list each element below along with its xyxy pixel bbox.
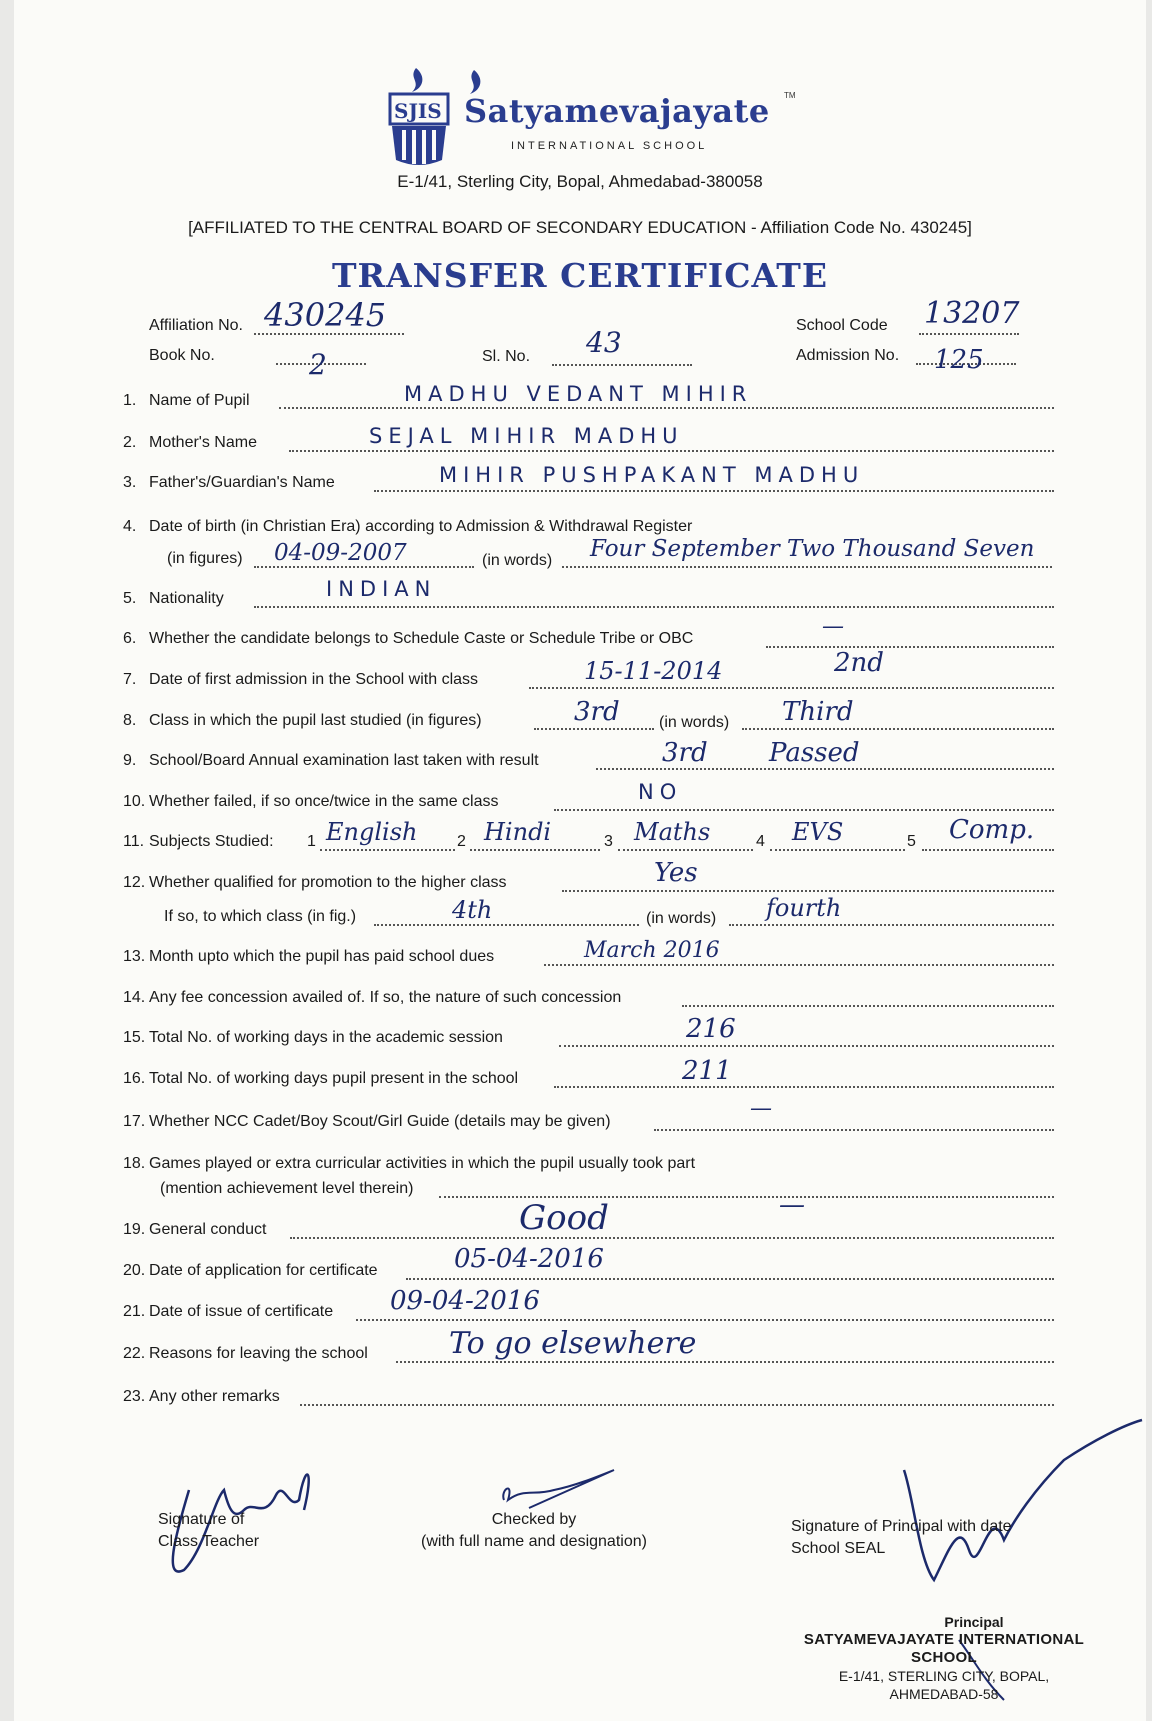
item-number: 21. [123,1303,146,1320]
book-label: Book No. [149,347,215,364]
subject-1: English [326,818,418,846]
father-name-label: Father's/Guardian's Name [149,474,335,491]
subject-2: Hindi [484,818,552,846]
item-number: 14. [123,989,146,1006]
leaving-reason-value: To go elsewhere [449,1326,697,1361]
item-number: 17. [123,1113,146,1130]
last-class-words: Third [782,697,854,727]
failed-value: NO [638,780,683,804]
last-exam-class: 3rd [662,738,708,768]
affiliation-line: [AFFILIATED TO THE CENTRAL BOARD OF SECONDARY EDUCATION - Affiliation Code No. 430245] [188,218,972,237]
issue-date-value: 09-04-2016 [390,1286,540,1316]
first-admission-class: 2nd [834,648,884,678]
promotion-class-label: If so, to which class (in fig.) [164,908,357,925]
torch-flame-right [470,70,480,94]
item-number: 16. [123,1070,146,1087]
subject-number: 4 [756,833,765,850]
affiliation-label: Affiliation No. [149,317,243,334]
nationality-label: Nationality [149,590,224,607]
conduct-value: Good [519,1198,609,1238]
nationality-value: INDIAN [326,577,437,601]
subject-number: 3 [604,833,613,850]
caste-value: — [822,614,844,639]
admission-label: Admission No. [796,347,900,364]
checked-by-label: Checked by (with full name and designation) [421,1511,647,1550]
checked-by-signature [503,1470,614,1508]
item-number: 15. [123,1029,146,1046]
school-code-label: School Code [796,317,888,334]
last-exam-result: Passed [769,738,860,768]
item-number: 23. [123,1388,146,1405]
item-number: 12. [123,874,146,891]
dob-figures-value: 04-09-2007 [274,540,407,566]
school-subtitle: INTERNATIONAL SCHOOL [511,140,708,152]
ncc-value: — [750,1096,772,1121]
dob-label: Date of birth (in Christian Era) according to Admission & Withdrawal Register [149,518,693,535]
sl-label: Sl. No. [482,348,531,365]
item-number: 7. [123,671,137,688]
book-value: 2 [309,348,327,381]
item-number: 9. [123,752,137,769]
admission-value: 125 [934,345,984,375]
mother-name-value: SEJAL MIHIR MADHU [369,424,684,448]
principal-stamp [769,1613,1119,1703]
subject-3: Maths [634,818,711,846]
item-number: 13. [123,948,146,965]
item-number: 2. [123,434,137,451]
school-name: Satyamevajayate [464,92,770,130]
dob-words-value: Four September Two Thousand Seven [590,536,1035,562]
item-number: 1. [123,392,137,409]
stamp-role: Principal [944,1614,1004,1630]
application-date-value: 05-04-2016 [454,1244,604,1274]
principal-signature-label: Signature of Principal with date School SEAL [791,1518,1012,1557]
subject-number: 5 [907,833,916,850]
subject-5: Comp. [949,815,1035,845]
last-class-label: Class in which the pupil last studied (in figures) [149,712,482,729]
days-present-label: Total No. of working days pupil present in the school [149,1070,519,1087]
promotion-label: Whether qualified for promotion to the higher class [149,874,507,891]
last-exam-label: School/Board Annual examination last taken with result [149,752,539,769]
application-date-label: Date of application for certificate [149,1262,378,1279]
remarks-label: Any other remarks [149,1388,280,1405]
ncc-label: Whether NCC Cadet/Boy Scout/Girl Guide (details may be given) [149,1113,611,1130]
conduct-label: General conduct [149,1221,267,1238]
leaving-reason-label: Reasons for leaving the school [149,1345,368,1362]
item-number: 6. [123,630,137,647]
sl-value: 43 [586,326,622,359]
dob-words-label: (in words) [482,552,553,569]
torch-flame-left [412,68,422,92]
item-number: 19. [123,1221,146,1238]
item-number: 8. [123,712,137,729]
promotion-value: Yes [654,858,698,888]
dues-label: Month upto which the pupil has paid school dues [149,948,495,965]
item-number: 22. [123,1345,146,1362]
dob-figures-label: (in figures) [167,550,243,567]
trademark-mark: TM [784,91,796,100]
item-number: 10. [123,793,146,810]
logo-pillars [392,126,446,165]
father-name-value: MIHIR PUSHPAKANT MADHU [439,463,865,487]
failed-label: Whether failed, if so once/twice in the same class [149,793,499,810]
days-present-value: 211 [682,1056,732,1086]
fee-concession-label: Any fee concession availed of. If so, the nature of such concession [149,989,622,1006]
first-admission-label: Date of first admission in the School with class [149,671,479,688]
certificate-sheet [14,0,1146,1721]
dues-value: March 2016 [584,938,720,963]
item-number: 11. [123,833,145,850]
subject-number: 2 [457,833,466,850]
school-code-value: 13207 [924,296,1020,331]
item-number: 20. [123,1262,146,1279]
page-title: TRANSFER CERTIFICATE [332,256,828,295]
stamp-address-line2: AHMEDABAD-58 [889,1686,999,1702]
first-admission-date: 15-11-2014 [584,657,723,685]
promotion-class-figures: 4th [452,896,493,924]
item-number: 3. [123,474,137,491]
affiliation-value: 430245 [264,296,387,334]
class-teacher-label: Signature of Class Teacher [158,1511,260,1550]
subjects-label: Subjects Studied: [149,833,274,850]
pupil-name-label: Name of Pupil [149,392,250,409]
mother-name-label: Mother's Name [149,434,257,451]
promotion-class-words: fourth [766,894,842,922]
caste-label: Whether the candidate belongs to Schedule Caste or Schedule Tribe or OBC [149,630,694,647]
promotion-class-words-label: (in words) [646,910,717,927]
item-number: 4. [123,518,137,535]
logo-initials: SJIS [394,99,442,123]
activities-label: Games played or extra curricular activities in which the pupil usually took part [149,1155,696,1172]
activities-value: — [779,1190,805,1220]
issue-date-label: Date of issue of certificate [149,1303,334,1320]
working-days-label: Total No. of working days in the academic session [149,1029,503,1046]
item-number: 18. [123,1155,146,1172]
item-number: 5. [123,590,137,607]
last-class-words-label: (in words) [659,714,730,731]
pupil-name-value: MADHU VEDANT MIHIR [404,382,753,406]
activities-label-2: (mention achievement level therein) [160,1180,414,1197]
last-class-figures: 3rd [574,697,620,727]
stamp-school: SATYAMEVAJAYATE INTERNATIONAL SCHOOL [803,1631,1085,1666]
subject-number: 1 [307,833,316,850]
working-days-value: 216 [686,1014,736,1044]
subject-4: EVS [792,818,844,846]
school-address: E-1/41, Sterling City, Bopal, Ahmedabad-380058 [397,172,763,191]
stamp-address-line1: E-1/41, STERLING CITY, BOPAL, [838,1668,1050,1684]
